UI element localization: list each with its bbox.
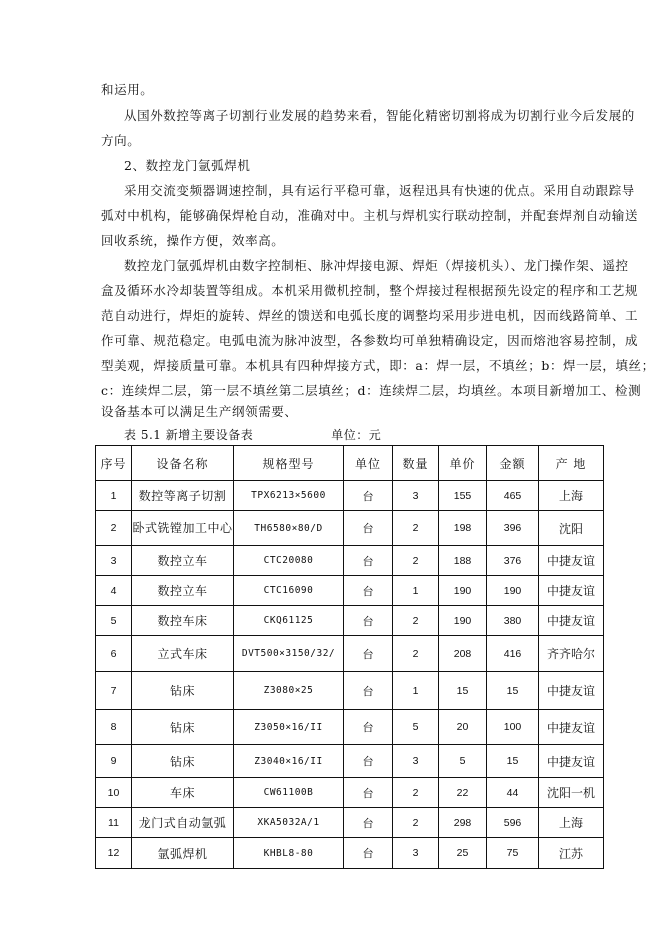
cell-price: 155: [439, 481, 487, 511]
cell-qty: 2: [393, 511, 439, 546]
table-row: [96, 672, 604, 710]
table-row: [96, 838, 604, 869]
cell-model: CKQ61125: [234, 606, 344, 636]
header-cell: 规格型号: [234, 446, 344, 481]
cell-price: 20: [439, 710, 487, 745]
paragraph-line: 回收系统，操作方便，效率高。: [101, 233, 285, 248]
cell-unit: 台: [344, 511, 393, 546]
table-header-row: [96, 446, 604, 481]
cell-amount: 396: [487, 511, 539, 546]
paragraph-line: 范自动进行，焊炬的旋转、焊丝的馈送和电弧长度的调整均采用步进电机，因而线路简单、工: [101, 308, 639, 323]
cell-amount: 44: [487, 778, 539, 808]
paragraph-line: 和运用。: [101, 82, 154, 97]
cell-no: 5: [96, 606, 132, 636]
cell-origin: 江苏: [539, 838, 604, 869]
cell-model: TPX6213×5600: [234, 481, 344, 511]
cell-name: 龙门式自动氩弧: [132, 808, 234, 838]
table-caption-unit: 单位：元: [331, 428, 382, 442]
cell-name: 氩弧焊机: [132, 838, 234, 869]
cell-model: CTC20080: [234, 546, 344, 576]
cell-model: Z3040×16/II: [234, 745, 344, 778]
paragraph-line: 作可靠、规范稳定。电弧电流为脉冲波型，各参数均可单独精确设定，因而熔池容易控制，成: [101, 333, 639, 348]
cell-qty: 2: [393, 546, 439, 576]
table-row: [96, 546, 604, 576]
header-cell: 金额: [487, 446, 539, 481]
cell-unit: 台: [344, 636, 393, 672]
cell-unit: 台: [344, 808, 393, 838]
cell-price: 15: [439, 672, 487, 710]
paragraph-line: 弧对中机构，能够确保焊枪自动，准确对中。主机与焊机实行联动控制，并配套焊剂自动输送: [101, 208, 639, 223]
cell-origin: 上海: [539, 808, 604, 838]
cell-no: 4: [96, 576, 132, 606]
table-row: [96, 808, 604, 838]
header-cell: 单位: [344, 446, 393, 481]
cell-origin: 沈阳: [539, 511, 604, 546]
cell-origin: 上海: [539, 481, 604, 511]
cell-price: 190: [439, 606, 487, 636]
cell-amount: 416: [487, 636, 539, 672]
cell-model: TH6580×80/D: [234, 511, 344, 546]
cell-name: 车床: [132, 778, 234, 808]
cell-unit: 台: [344, 710, 393, 745]
cell-amount: 465: [487, 481, 539, 511]
paragraph-line: 数控龙门氩弧焊机由数字控制柜、脉冲焊接电源、焊炬（焊接机头）、龙门操作架、遥控: [124, 258, 629, 273]
cell-model: KHBL8-80: [234, 838, 344, 869]
table-row: [96, 778, 604, 808]
cell-origin: 中捷友谊: [539, 576, 604, 606]
table-row: [96, 511, 604, 546]
cell-no: 8: [96, 710, 132, 745]
cell-name: [132, 511, 234, 546]
cell-model: CTC16090: [234, 576, 344, 606]
cell-no: 1: [96, 481, 132, 511]
equipment-table: [95, 445, 604, 869]
cell-unit: 台: [344, 546, 393, 576]
cell-origin: 沈阳一机: [539, 778, 604, 808]
cell-no: 3: [96, 546, 132, 576]
cell-price: 198: [439, 511, 487, 546]
cell-amount: 190: [487, 576, 539, 606]
cell-unit: 台: [344, 576, 393, 606]
cell-price: 5: [439, 745, 487, 778]
paragraph-line: 从国外数控等离子切割行业发展的趋势来看，智能化精密切割将成为切割行业今后发展的: [124, 108, 635, 123]
cell-model: Z3050×16/II: [234, 710, 344, 745]
cell-price: 25: [439, 838, 487, 869]
cell-origin: 中捷友谊: [539, 745, 604, 778]
cell-name: 数控车床: [132, 606, 234, 636]
cell-name: 钻床: [132, 745, 234, 778]
header-cell: 单价: [439, 446, 487, 481]
table-caption-title: 表 5.1 新增主要设备表: [124, 428, 254, 442]
cell-name: 数控等离子切割: [132, 481, 234, 511]
cell-name: 立式车床: [132, 636, 234, 672]
cell-origin: 中捷友谊: [539, 606, 604, 636]
cell-price: 22: [439, 778, 487, 808]
cell-unit: 台: [344, 838, 393, 869]
cell-amount: 75: [487, 838, 539, 869]
cell-name-text: 卧式铣镗加工中心: [132, 520, 233, 535]
cell-price: 190: [439, 576, 487, 606]
paragraph-line: 方向。: [101, 133, 141, 148]
cell-qty: 2: [393, 778, 439, 808]
paragraph-line: c：连续焊二层，第一层不填丝第二层填丝；d：连续焊二层，均填丝。本项目新增加工、检测: [101, 383, 642, 398]
cell-no: 10: [96, 778, 132, 808]
cell-unit: 台: [344, 745, 393, 778]
header-cell: 数量: [393, 446, 439, 481]
cell-name: 钻床: [132, 672, 234, 710]
cell-qty: 3: [393, 838, 439, 869]
cell-qty: 3: [393, 481, 439, 511]
cell-origin: 中捷友谊: [539, 546, 604, 576]
cell-qty: 1: [393, 576, 439, 606]
table-row: [96, 481, 604, 511]
section-heading: 2、数控龙门氩弧焊机: [124, 158, 251, 173]
table-row: [96, 606, 604, 636]
table-caption: [124, 426, 381, 443]
cell-amount: 596: [487, 808, 539, 838]
cell-name: 数控立车: [132, 546, 234, 576]
cell-model: Z3080×25: [234, 672, 344, 710]
cell-price: 188: [439, 546, 487, 576]
cell-qty: 3: [393, 745, 439, 778]
table-row: [96, 710, 604, 745]
cell-no: 12: [96, 838, 132, 869]
cell-unit: 台: [344, 481, 393, 511]
cell-amount: 15: [487, 745, 539, 778]
table-row: [96, 636, 604, 672]
cell-unit: 台: [344, 672, 393, 710]
cell-no: 2: [96, 511, 132, 546]
cell-amount: 100: [487, 710, 539, 745]
table-row: [96, 576, 604, 606]
cell-no: 9: [96, 745, 132, 778]
header-cell: 序号: [96, 446, 132, 481]
cell-origin: 中捷友谊: [539, 710, 604, 745]
cell-price: 208: [439, 636, 487, 672]
header-cell: 产 地: [539, 446, 604, 481]
table-row: [96, 745, 604, 778]
cell-name: 钻床: [132, 710, 234, 745]
cell-origin: 中捷友谊: [539, 672, 604, 710]
cell-price: 298: [439, 808, 487, 838]
paragraph-line: 设备基本可以满足生产纲领需要、: [101, 404, 298, 419]
cell-origin: 齐齐哈尔: [539, 636, 604, 672]
cell-amount: 376: [487, 546, 539, 576]
header-cell: 设备名称: [132, 446, 234, 481]
cell-name: 数控立车: [132, 576, 234, 606]
cell-amount: 15: [487, 672, 539, 710]
cell-no: 7: [96, 672, 132, 710]
cell-unit: 台: [344, 778, 393, 808]
paragraph-line: 盒及循环水冷却装置等组成。本机采用微机控制，整个焊接过程根据预先设定的程序和工艺规: [101, 283, 639, 298]
cell-model: CW61100B: [234, 778, 344, 808]
cell-model: XKA5032A/1: [234, 808, 344, 838]
cell-qty: 2: [393, 606, 439, 636]
cell-model: DVT500×3150/32/: [234, 636, 344, 672]
cell-qty: 2: [393, 636, 439, 672]
paragraph-line: 采用交流变频器调速控制，具有运行平稳可靠，返程迅具有快速的优点。采用自动跟踪导: [124, 183, 635, 198]
cell-no: 11: [96, 808, 132, 838]
cell-qty: 5: [393, 710, 439, 745]
cell-no: 6: [96, 636, 132, 672]
cell-unit: 台: [344, 606, 393, 636]
cell-amount: 380: [487, 606, 539, 636]
cell-qty: 1: [393, 672, 439, 710]
paragraph-line: 型美观，焊接质量可靠。本机具有四种焊接方式，即：a：焊一层，不填丝；b：焊一层，填丝；: [101, 358, 655, 373]
cell-qty: 2: [393, 808, 439, 838]
